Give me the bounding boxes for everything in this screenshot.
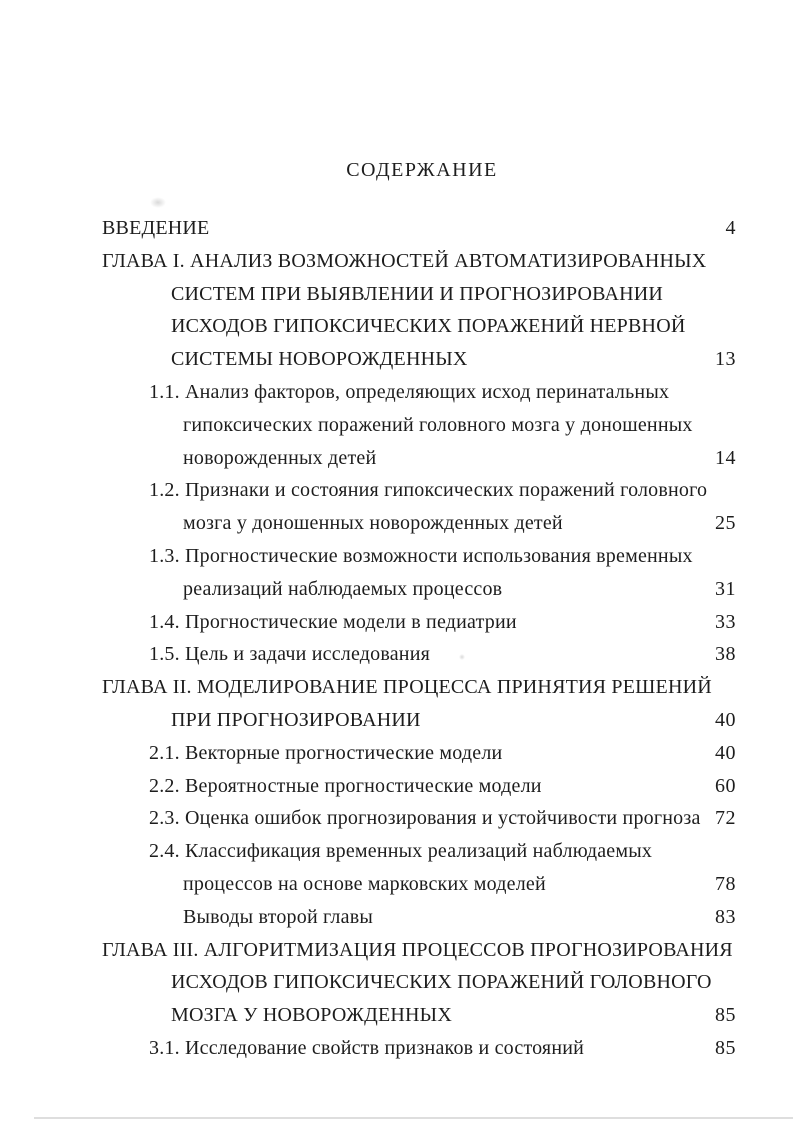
toc-line <box>102 409 736 442</box>
page-title: СОДЕРЖАНИЕ <box>346 159 498 181</box>
toc-entry-text: МОЗГА У НОВОРОЖДЕННЫХ <box>171 1004 452 1027</box>
toc-entry-text: ПРИ ПРОГНОЗИРОВАНИИ <box>171 708 421 731</box>
toc-entry-text: 1.1. Анализ факторов, определяющих исход перинатальных <box>149 380 670 403</box>
toc-line <box>102 1032 736 1065</box>
toc-entry-text: 2.3. Оценка ошибок прогнозирования и устойчивости прогноза <box>149 807 701 830</box>
toc-line <box>102 737 736 770</box>
toc-line <box>102 540 736 573</box>
toc-page-number: 78 <box>715 872 736 895</box>
toc-entry-text: СИСТЕМЫ НОВОРОЖДЕННЫХ <box>171 348 468 371</box>
toc-page-number: 83 <box>715 905 736 928</box>
toc-entry-text: реализаций наблюдаемых процессов <box>183 577 503 600</box>
toc-entry-text: мозга у доношенных новорожденных детей <box>183 512 563 535</box>
toc-entry-text: гипоксических поражений головного мозга у доношенных <box>183 413 693 436</box>
toc-line <box>102 638 736 671</box>
table-of-contents <box>102 212 736 1065</box>
toc-line <box>102 507 736 540</box>
toc-page-number: 72 <box>715 807 736 830</box>
scan-smudge-artifact <box>150 197 166 208</box>
toc-entry-text: ВВЕДЕНИЕ <box>102 217 210 239</box>
toc-entry-text: 1.5. Цель и задачи исследования <box>149 643 431 666</box>
scan-edge-shadow <box>34 1117 793 1119</box>
toc-line <box>102 343 736 376</box>
toc-line <box>102 901 736 934</box>
toc-line <box>102 310 736 343</box>
toc-entry-text: ГЛАВА II. МОДЕЛИРОВАНИЕ ПРОЦЕССА ПРИНЯТИЯ РЕШЕНИЙ <box>102 676 712 699</box>
toc-page-number: 85 <box>715 1004 736 1027</box>
toc-page-number: 25 <box>715 512 736 535</box>
toc-line <box>102 474 736 507</box>
toc-entry-text: новорожденных детей <box>183 446 377 469</box>
toc-line <box>102 212 736 245</box>
toc-entry-text: СИСТЕМ ПРИ ВЫЯВЛЕНИИ И ПРОГНОЗИРОВАНИИ <box>171 282 664 305</box>
toc-page-number: 33 <box>715 610 736 633</box>
toc-page-number: 40 <box>715 741 736 764</box>
toc-line <box>102 573 736 606</box>
toc-entry-text: 1.4. Прогностические модели в педиатрии <box>149 610 517 633</box>
toc-entry-text: процессов на основе марковских моделей <box>183 872 546 895</box>
toc-entry-text: 1.3. Прогностические возможности использования временных <box>149 544 693 567</box>
toc-entry-text: 2.4. Классификация временных реализаций наблюдаемых <box>149 840 653 863</box>
toc-line <box>102 442 736 475</box>
toc-entry-text: ИСХОДОВ ГИПОКСИЧЕСКИХ ПОРАЖЕНИЙ ГОЛОВНОГО <box>171 971 712 994</box>
toc-line <box>102 278 736 311</box>
toc-line <box>102 704 736 737</box>
toc-entry-text: ГЛАВА III. АЛГОРИТМИЗАЦИЯ ПРОЦЕССОВ ПРОГНОЗИРОВАНИЯ <box>102 938 733 961</box>
toc-page-number: 13 <box>715 348 736 371</box>
toc-page-number: 40 <box>715 708 736 731</box>
scan-speck-artifact <box>459 654 465 660</box>
toc-entry-text: ГЛАВА I. АНАЛИЗ ВОЗМОЖНОСТЕЙ АВТОМАТИЗИРОВАННЫХ <box>102 249 707 272</box>
toc-page-number: 14 <box>715 446 736 469</box>
toc-line <box>102 606 736 639</box>
toc-page-number: 85 <box>715 1036 736 1059</box>
toc-line <box>102 245 736 278</box>
toc-page-number: 4 <box>725 217 736 239</box>
toc-line <box>102 671 736 704</box>
toc-line <box>102 376 736 409</box>
toc-line <box>102 770 736 803</box>
toc-entry-text: 2.2. Вероятностные прогностические модели <box>149 774 542 797</box>
toc-line <box>102 835 736 868</box>
toc-entry-text: Выводы второй главы <box>183 905 373 928</box>
toc-line <box>102 966 736 999</box>
toc-page-number: 38 <box>715 643 736 666</box>
toc-entry-text: 3.1. Исследование свойств признаков и состояний <box>149 1036 585 1059</box>
toc-page-number: 60 <box>715 774 736 797</box>
toc-entry-text: 1.2. Признаки и состояния гипоксических поражений головного <box>149 479 708 502</box>
toc-entry-text: ИСХОДОВ ГИПОКСИЧЕСКИХ ПОРАЖЕНИЙ НЕРВНОЙ <box>171 315 686 338</box>
toc-page-number: 31 <box>715 577 736 600</box>
toc-line <box>102 802 736 835</box>
toc-line <box>102 999 736 1032</box>
toc-line <box>102 868 736 901</box>
toc-line <box>102 934 736 967</box>
toc-entry-text: 2.1. Векторные прогностические модели <box>149 741 503 764</box>
